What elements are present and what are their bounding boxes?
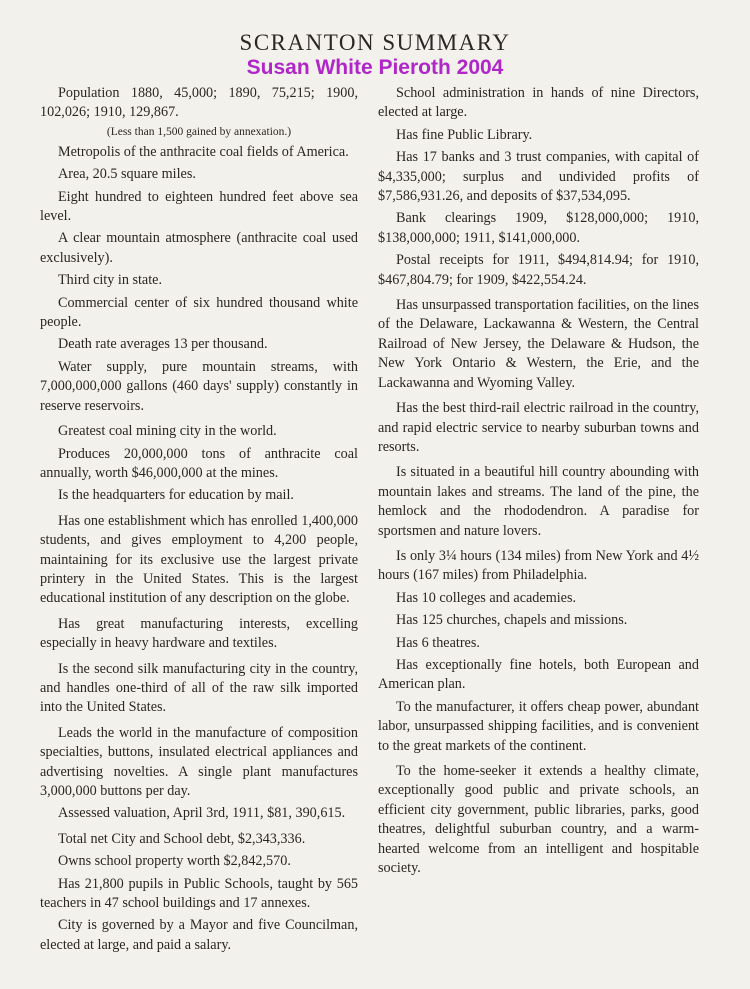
paragraph: Postal receipts for 1911, $494,814.94; for 1910, $467,804.79; for 1909, $422,554.24. (378, 252, 699, 288)
paragraph: Assessed valuation, April 3rd, 1911, $81, 390,615. (58, 805, 346, 822)
paragraph: Is only 3¼ hours (134 miles) from New York and 4½ hours (167 miles) from Philadelphia. (378, 547, 699, 584)
paragraph: Bank clearings 1909, $128,000,000; 1910, $138,000,000; 1911, $141,000,000. (378, 210, 699, 246)
paragraph: To the manufacturer, it offers cheap power, abundant labor, unsurpassed shipping facilities, and is convenient to the great markets of the continent. (378, 698, 699, 754)
paragraph: Has exceptionally fine hotels, both European and American plan. (378, 656, 699, 693)
author-credit: Susan White Pieroth 2004 (246, 56, 504, 79)
paragraph: Has 21,800 pupils in Public Schools, taught by 565 teachers in 47 school buildings and 17 annexes. (40, 875, 358, 912)
paragraph: Is the headquarters for education by mail. (58, 487, 294, 504)
paragraph: A clear mountain atmosphere (anthracite coal used exclusively). (40, 230, 358, 266)
paragraph: Has 10 colleges and academies. (396, 589, 577, 606)
paragraph: Area, 20.5 square miles. (58, 166, 196, 183)
paragraph: Population 1880, 45,000; 1890, 75,215; 1900, 102,026; 1910, 129,867. (40, 85, 358, 121)
paragraph: Has 6 theatres. (396, 634, 480, 651)
paragraph: Total net City and School debt, $2,343,336. (58, 830, 306, 847)
paragraph: School administration in hands of nine Directors, elected at large. (378, 85, 699, 121)
paragraph: Death rate averages 13 per thousand. (58, 336, 268, 353)
paragraph: To the home-seeker it extends a healthy climate, exceptionally good public and private schools, an efficient city government, public libraries, parks, good theatres, delightful suburban country, and a warm-hearted welcome from an intelligent and hospitable society. (378, 763, 699, 877)
paragraph: Is situated in a beautiful hill country abounding with mountain lakes and streams. The land of the pine, the hemlock and the rhododendron. A paradise for sportsmen and nature lovers. (378, 464, 699, 539)
paragraph: Produces 20,000,000 tons of anthracite coal annually, worth $46,000,000 at the mines. (40, 445, 358, 481)
paragraph: Water supply, pure mountain streams, with 7,000,000,000 gallons (460 days' supply) constantly in reserve reservoirs. (40, 358, 358, 414)
paragraph: Has one establishment which has enrolled 1,400,000 students, and gives employment to 4,200 people, maintaining for its exclusive use the largest private printery in the United States. This is the largest educational institution of any description on the globe. (40, 512, 358, 607)
paragraph: Is the second silk manufacturing city in the country, and handles one-third of all of the raw silk imported into the United States. (40, 660, 358, 716)
paragraph: Has fine Public Library. (396, 126, 533, 143)
paragraph: Owns school property worth $2,842,570. (58, 853, 291, 870)
paragraph: Has unsurpassed transportation facilities, on the lines of the Delaware, Lackawanna & Western, the Central Railroad of New Jersey, the Delaware & Hudson, the New York Ontario & Western, the Erie, and the Lackawanna and Wyoming Valley. (378, 297, 699, 391)
paragraph: Metropolis of the anthracite coal fields of America. (58, 143, 349, 160)
paragraph: Greatest coal mining city in the world. (58, 423, 277, 440)
paragraph: Has the best third-rail electric railroad in the country, and rapid electric service to nearby suburban towns and resorts. (378, 400, 699, 455)
paragraph: Commercial center of six hundred thousand white people. (40, 294, 358, 331)
paragraph: Leads the world in the manufacture of composition specialties, buttons, insulated electrical appliances and advertising novelties. A single plant manufactures 3,000,000 buttons per day. (40, 724, 358, 799)
paragraph: City is governed by a Mayor and five Councilman, elected at large, and paid a salary. (40, 917, 358, 953)
footnote: (Less than 1,500 gained by annexation.) (106, 125, 292, 138)
page-title: SCRANTON SUMMARY (239, 30, 511, 55)
paragraph: Third city in state. (58, 272, 163, 289)
right-column (378, 84, 699, 881)
paragraph: Eight hundred to eighteen hundred feet above sea level. (40, 188, 358, 225)
paragraph: Has great manufacturing interests, excelling especially in heavy hardware and textiles. (40, 615, 358, 652)
left-column (40, 84, 358, 958)
paragraph: Has 17 banks and 3 trust companies, with capital of $4,335,000; surplus and undivided profits of $7,586,931.26, and deposits of $37,534,095. (378, 149, 699, 205)
paragraph: Has 125 churches, chapels and missions. (396, 612, 628, 629)
